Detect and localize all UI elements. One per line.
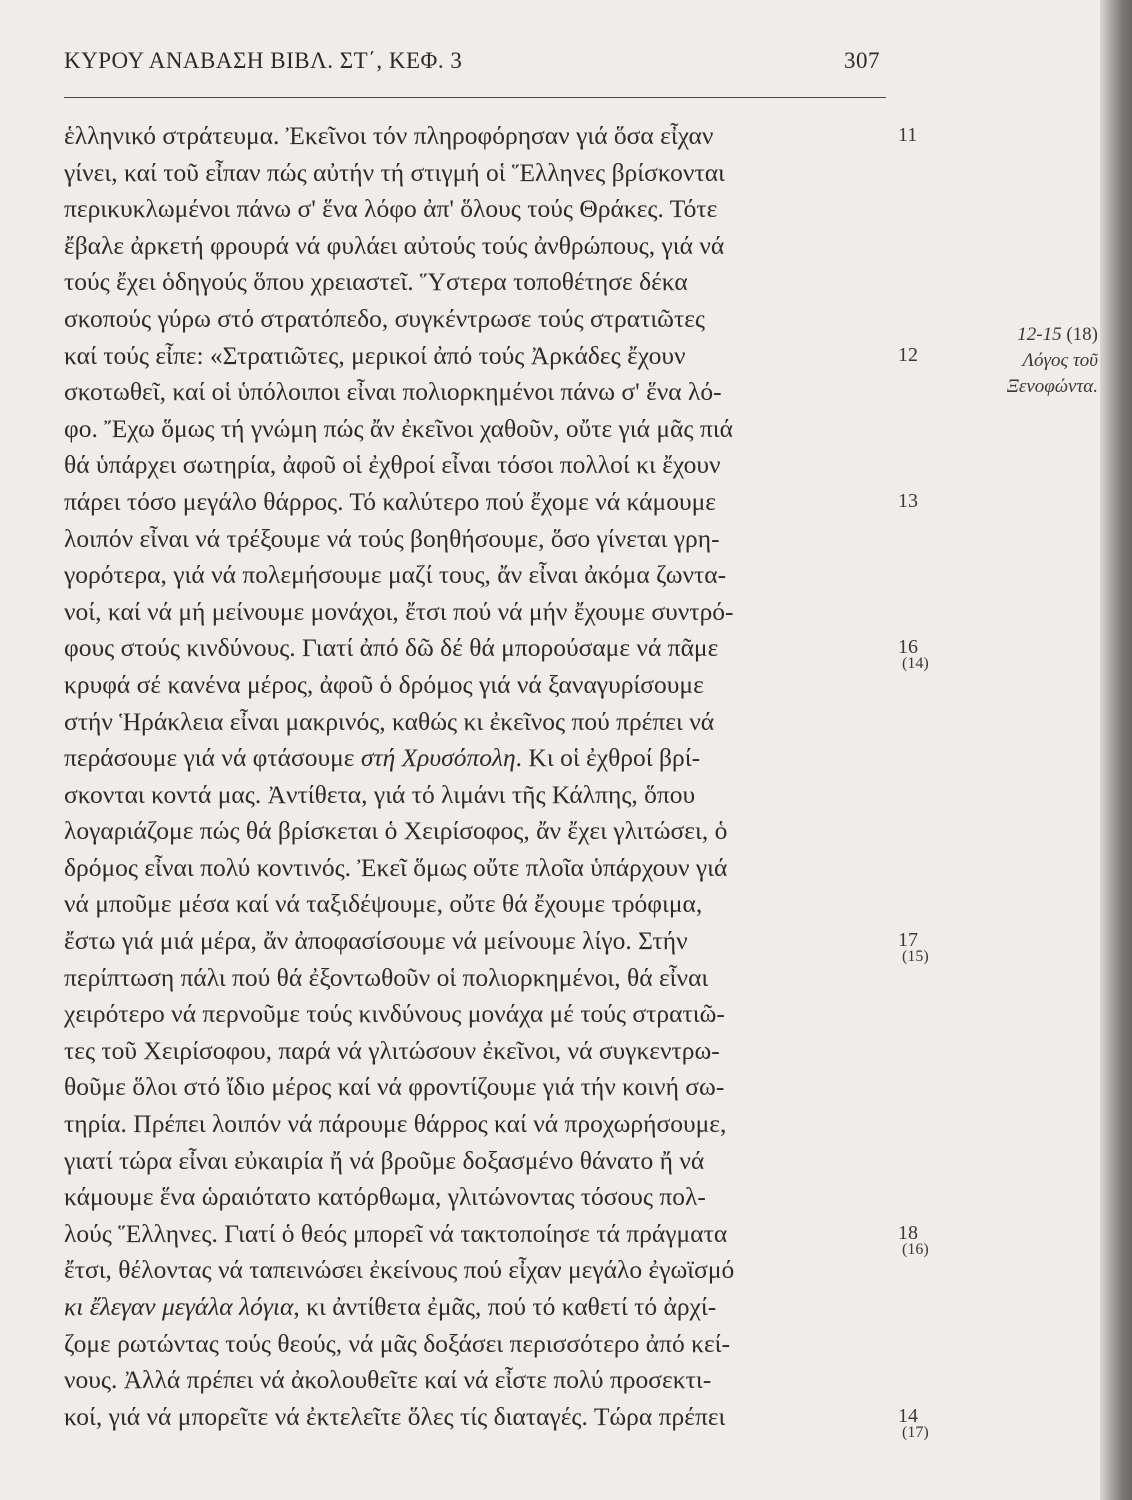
text-segment: κοί, γιά νά μπορεῖτε νά ἐκτελεῖτε ὅλες τίς διαταγές. Τώρα πρέπει [64,1401,726,1431]
margin-section-number: 16 [898,636,918,659]
text-line [64,155,906,192]
text-line [64,996,906,1033]
text-line [64,521,906,558]
text-segment: στή Χρυσόπολη [360,743,516,773]
text-segment: κι ἔλεγαν μεγάλα λόγια [64,1292,294,1321]
margin-section-number: 17 [898,929,918,952]
text-segment: σκοτωθεῖ, καί οἱ ὑπόλοιποι εἶναι πολιορκημένοι πάνω σ' ἕνα λό- [64,377,722,407]
text-line [64,374,906,411]
text-segment: κρυφά σέ κανένα μέρος, ἀφοῦ ὁ δρόμος γιά νά ξαναγυρίσουμε [64,669,704,699]
text-line [64,740,906,777]
margin-original-section-number: (17) [902,1423,929,1441]
text-line [64,338,906,375]
text-line [64,1106,906,1143]
text-line [64,960,906,997]
text-segment: λούς Ἕλληνες. Γιατί ὁ θεός μπορεῖ νά τακτοποίησε τά πράγματα [64,1218,728,1248]
text-segment: λοιπόν εἶναι νά τρέξουμε νά τούς βοηθήσουμε, ὅσο γίνεται γρη- [64,523,720,553]
text-segment: νά μποῦμε μέσα καί νά ταξιδέψουμε, οὔτε θά ἔχουμε τρόφιμα, [64,889,703,919]
text-line [64,1179,906,1216]
text-segment: νους. Ἀλλά πρέπει νά ἀκολουθεῖτε καί νά εἶστε πολύ προσεκτι- [64,1365,712,1395]
text-line [64,1033,906,1070]
text-segment: λογαριάζομε πώς θά βρίσκεται ὁ Χειρίσοφος, ἄν ἔχει γλιτώσει, ὁ [64,816,728,846]
text-line [64,594,906,631]
margin-section-number: 18 [898,1222,918,1244]
side-note-reference [948,322,1098,348]
text-segment: ἔτσι, θέλοντας νά ταπεινώσει ἐκείνους πού εἶχαν μεγάλο ἐγωϊσμό [64,1255,735,1285]
text-segment: γίνει, καί τοῦ εἶπαν πώς αὐτήν τή στιγμή οἱ Ἕλληνες βρίσκονται [64,157,725,187]
text-segment: χειρότερο νά περνοῦμε τούς κινδύνους μονάχα μέ τούς στρατιῶ- [64,999,725,1029]
text-line [64,191,906,228]
text-line [64,1326,906,1363]
text-segment: , κι ἀντίθετα ἐμᾶς, πού τό καθετί τό ἀρχί- [293,1292,717,1321]
running-title: ΚΥΡΟΥ ΑΝΑΒΑΣΗ ΒΙΒΛ. ΣΤ΄, ΚΕΦ. 3 [64,48,463,73]
margin-original-section-number: (16) [902,1240,929,1258]
text-line [64,1399,906,1436]
text-line [64,411,906,448]
text-segment: θοῦμε ὅλοι στό ἴδιο μέρος καί νά φροντίζουμε γιά τήν κοινή σω- [64,1072,725,1102]
text-line [64,704,906,741]
book-gutter-edge [1100,0,1132,1500]
text-line [64,484,906,521]
side-note [948,322,1098,400]
margin-original-section-number: (15) [902,947,929,965]
text-line [64,118,906,155]
text-segment: . Κι οἱ ἐχθροί βρί- [515,743,701,773]
text-segment: περικυκλωμένοι πάνω σ' ἕνα λόφο ἀπ' ὅλους τούς Θράκες. Τότε [64,194,718,224]
text-segment: σκοπούς γύρω στό στρατόπεδο, συγκέντρωσε τούς στρατιῶτες [64,303,706,333]
text-line [64,1252,906,1289]
text-segment: τηρία. Πρέπει λοιπόν νά πάρουμε θάρρος καί νά προχωρήσουμε, [64,1109,727,1139]
text-segment: τούς ἔχει ὁδηγούς ὅπου χρειαστεῖ. Ὕστερα τοποθέτησε δέκα [64,267,688,297]
text-segment: ἔστω γιά μιά μέρα, ἄν ἀποφασίσουμε νά μείνουμε λίγο. Στήν [64,926,688,956]
text-line [64,886,906,923]
text-segment: περάσουμε γιά νά φτάσουμε [64,743,361,773]
text-line [64,1289,906,1326]
text-segment: ζομε ρωτώντας τούς θεούς, νά μᾶς δοξάσει περισσότερο ἀπό κεί- [64,1328,731,1358]
text-segment: στήν Ἡράκλεια εἶναι μακρινός, καθώς κι ἐκεῖνος πού πρέπει νά [64,706,715,736]
page-number: 307 [844,48,880,73]
text-line [64,301,906,338]
text-line [64,630,906,667]
side-note-range: 12-15 [1017,324,1062,345]
text-segment: καί τούς εἶπε: «Στρατιῶτες, μερικοί ἀπό τούς Ἀρκάδες ἔχουν [64,340,686,370]
text-segment: φο. Ἔχω ὅμως τή γνώμη πώς ἄν ἐκεῖνοι χαθοῦν, οὔτε γιά μᾶς πιά [64,413,733,443]
text-line [64,1069,906,1106]
text-line [64,777,906,814]
text-line [64,923,906,960]
text-line [64,850,906,887]
text-segment: τες τοῦ Χειρίσοφου, παρά νά γλιτώσουν ἐκεῖνοι, νά συγκεντρω- [64,1035,720,1065]
text-line [64,813,906,850]
text-segment: ἑλληνικό στράτευμα. Ἐκεῖνοι τόν πληροφόρησαν γιά ὅσα εἶχαν [64,121,714,150]
text-line [64,1216,906,1253]
header-rule [64,97,886,98]
text-line [64,264,906,301]
text-line [64,557,906,594]
margin-section-number: 11 [898,124,918,146]
text-segment: σκονται κοντά μας. Ἀντίθετα, γιά τό λιμάνι τῆς Κάλπης, ὅπου [64,779,696,809]
text-segment: γορότερα, γιά νά πολεμήσουμε μαζί τους, ἄν εἶναι ἀκόμα ζωντα- [64,560,727,590]
text-segment: κάμουμε ἕνα ὡραιότατο κατόρθωμα, γλιτώνοντας τόσους πολ- [64,1182,706,1212]
text-line [64,667,906,704]
text-segment: περίπτωση πάλι πού θά ἐξοντωθοῦν οἱ πολιορκημένοι, θά εἶναι [64,962,709,992]
side-note-ref: (18) [1066,324,1098,345]
text-segment: πάρει τόσο μεγάλο θάρρος. Τό καλύτερο πού ἔχομε νά κάμουμε [64,486,716,516]
text-segment: γιατί τώρα εἶναι εὐκαιρία ἤ νά βροῦμε δοξασμένο θάνατο ἤ νά [64,1145,705,1175]
margin-section-number: 13 [898,490,918,512]
text-segment: θά ὑπάρχει σωτηρία, ἀφοῦ οἱ ἐχθροί εἶναι τόσοι πολλοί κι ἔχουν [64,450,721,480]
text-segment: φους στούς κινδύνους. Γιατί ἀπό δῶ δέ θά μπορούσαμε νά πᾶμε [64,633,719,663]
running-header [64,44,886,84]
text-segment: νοί, καί νά μή μείνουμε μονάχοι, ἔτσι πού νά μήν ἔχουμε συντρό- [64,596,734,626]
body-text [64,118,906,1435]
margin-section-number: 12 [898,343,918,366]
text-line [64,228,906,265]
side-note-line-1: Λόγος τοῦ [1022,350,1098,371]
text-segment: ἔβαλε ἀρκετή φρουρά νά φυλάει αὐτούς τούς ἀνθρώπους, γιά νά [64,230,725,260]
text-segment: δρόμος εἶναι πολύ κοντινός. Ἐκεῖ ὅμως οὔτε πλοῖα ὑπάρχουν γιά [64,852,728,882]
side-note-line-2: Ξενοφώντα. [1006,376,1098,397]
text-line [64,447,906,484]
text-line [64,1143,906,1180]
margin-section-number: 14 [898,1405,918,1427]
text-line [64,1362,906,1399]
margin-original-section-number: (14) [902,655,929,672]
